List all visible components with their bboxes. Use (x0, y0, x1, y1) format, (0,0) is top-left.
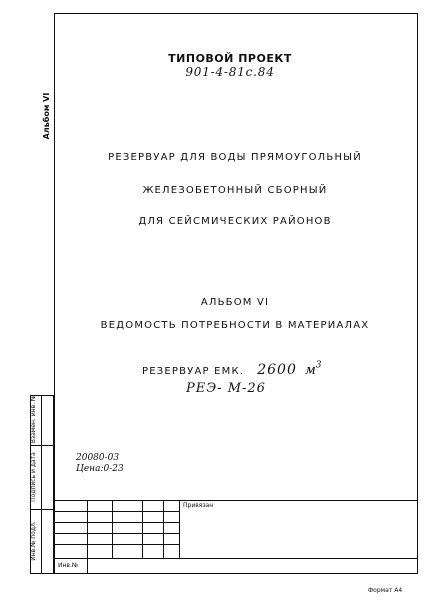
title-line-2: ЖЕЛЕЗОБЕТОННЫЙ СБОРНЫЙ (142, 185, 328, 196)
stamp-price: Цена:0-23 (76, 464, 124, 474)
tank-mark: РЕЭ- М-26 (186, 381, 266, 396)
album-number: АЛЬБОМ VI (200, 297, 270, 308)
capacity-value: 2600 (257, 362, 297, 378)
tb-row-2 (54, 522, 179, 523)
title-line-3: ДЛЯ СЕЙСМИЧЕСКИХ РАЙОНОВ (138, 216, 332, 227)
capacity-unit: м (304, 363, 316, 378)
project-label: ТИПОВОЙ ПРОЕКТ (168, 52, 292, 65)
tb-row-5 (54, 558, 418, 559)
tb-col-4 (163, 500, 164, 558)
left-strip-row-2 (30, 509, 54, 510)
tb-col-5 (179, 500, 180, 558)
tb-inv-label: Инв.№ (58, 562, 79, 569)
left-strip-divider (41, 395, 42, 574)
tb-row-3 (54, 533, 179, 534)
project-code: 901-4-81с.84 (185, 65, 275, 79)
tb-row-1 (54, 511, 179, 512)
stamp-number: 20080-03 (76, 453, 120, 463)
tb-col-2 (112, 500, 113, 558)
album-name: ВЕДОМОСТЬ ПОТРЕБНОСТИ В МАТЕРИАЛАХ (100, 320, 370, 331)
left-strip-row-1 (30, 445, 54, 446)
album-vertical-label: Альбом VI (42, 92, 51, 140)
tb-linked-label: Привязан (183, 502, 214, 509)
capacity-label: РЕЗЕРВУАР ЕМК. (142, 366, 245, 377)
tb-col-3 (142, 500, 143, 558)
left-strip-sign-date: Подпись и дата (30, 452, 37, 502)
left-strip-inv-original: Инв.№ подл. (30, 521, 37, 561)
capacity-exp: 3 (315, 360, 322, 371)
format-label: Формат А4 (368, 587, 403, 594)
tb-row-4 (54, 544, 179, 545)
title-line-1: РЕЗЕРВУАР ДЛЯ ВОДЫ ПРЯМОУГОЛЬНЫЙ (108, 152, 362, 163)
drawing-frame (54, 13, 418, 574)
left-strip-replace-inv: Взамен. инв. № (30, 394, 37, 444)
tb-col-1 (87, 500, 88, 574)
tank-capacity (142, 359, 321, 378)
